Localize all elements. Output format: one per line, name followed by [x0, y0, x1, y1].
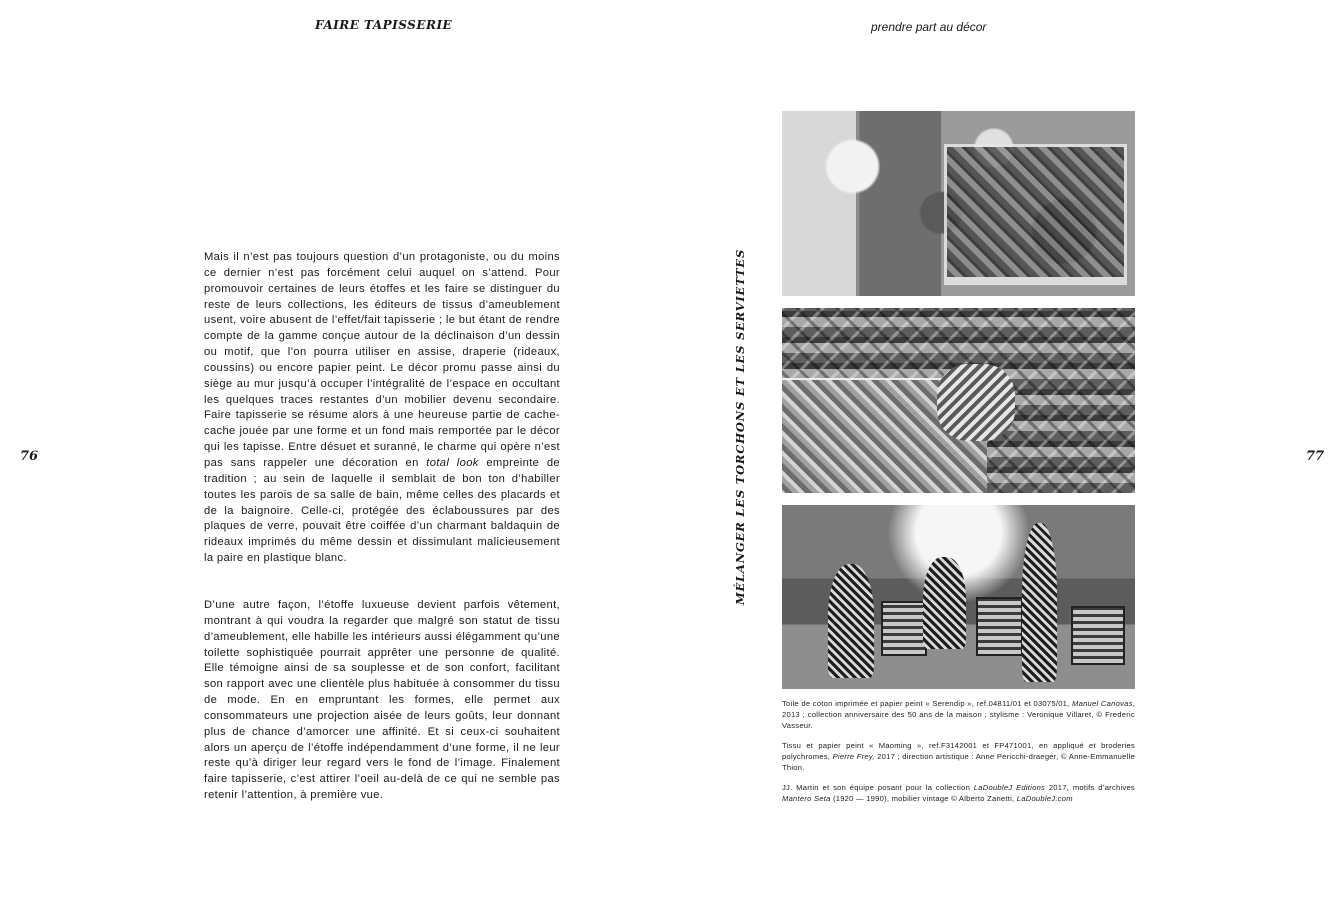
- caption-italic: LaDoubleJ Editions: [973, 783, 1046, 792]
- photo-chair-shape: [1071, 606, 1124, 665]
- caption-text: JJ. Martin et son équipe posant pour la collection: [782, 783, 974, 792]
- caption-italic: Mantero Seta: [782, 794, 831, 803]
- photo-ladoublej: [782, 505, 1135, 689]
- photo-bench-shape: [944, 144, 1127, 285]
- caption-italic: LaDoubleJ.com: [1016, 794, 1073, 803]
- caption-1: [782, 698, 1135, 731]
- photo-serendip: [782, 111, 1135, 296]
- caption-3: [782, 782, 1135, 804]
- photo-figure-shape: [1022, 523, 1057, 681]
- caption-text: 2013 ; collection anniversaire des 50 ans de la maison ; stylisme : Veronique Villaret, © Frederic Vasseur.: [782, 710, 1135, 730]
- caption-text: Tissu et papier peint « Maoming », ref.F3142001 et FP471001, en appliqué et broderies polychromes,: [782, 741, 1135, 761]
- photo-cushion-shape: [937, 364, 1015, 442]
- paragraph-text: Mais il n’est pas toujours question d’un protagoniste, ou du moins ce dernier n’est pas forcément celui auquel on s’attend. Pour promouvoir certaines de leurs étoffes et les faire se distinguer du reste de leurs collections, les éditeurs de tissus d’ameublement usent, voire abusent de l’effet/fait tapisserie ; le but étant de rendre compte de la gamme conçue autour de la déclinaison d’un dessin ou motif, que l’on pourra utiliser en assise, draperie (rideaux, coussins) ou encore papier peint. Le décor promu passe ainsi du siège au mur jusqu’à occuper l’intégralité de l’espace en occultant les quelques traces restantes d’un mobilier devenu secondaire. Faire tapisserie se résume alors à une heureuse partie de cache-cache jouée par une forme et un fond mais remportée par le décor qui les tapisse. Entre désuet et suranné, le charme qui opère n’est pas sans rappeler une décoration en: [204, 251, 560, 469]
- body-paragraph-2: D’une autre façon, l’étoffe luxueuse devient parfois vêtement, montrant à qui voudra la regarder que malgré son statut de tissu d’ameublement, elle habille les intérieurs aussi élégamment qu’une toilette sophistiquée pourrait apprêter une personne de qualité. Elle témoigne ainsi de sa souplesse et de son confort, facilitant son rapport avec une clientèle plus habituée à consommer du tissu de mode. En en empruntant les formes, elle permet aux consommateurs une projection aisée de leurs goûts, leur donnant plus de chance d’amorcer une affinité. Et si ceux-ci souhaitent alors un aperçu de l’étoffe indépendamment d’une forme, il ne leur reste qu’à diriger leur regard vers le fond de l’image. Finalement faire tapisserie, c’est attirer l’oeil au-delà de ce qui ne semble pas retenir l’attention, à première vue.: [204, 599, 560, 802]
- vertical-section-title: MÉLANGER LES TORCHONS ET LES SERVIETTES: [733, 248, 747, 605]
- caption-text: Toile de coton imprimée et papier peint « Serendip », ref.04811/01 et 03075/01,: [782, 699, 1073, 708]
- caption-2: [782, 740, 1135, 773]
- running-head-left: FAIRE TAPISSERIE: [315, 18, 453, 32]
- page-number-left: 76: [20, 449, 39, 464]
- caption-text: 2017, motifs d’archives: [1045, 783, 1135, 792]
- paragraph-text: empreinte de tradition ; au sein de laquelle il semblait de bon ton d’habiller toutes les parois de sa salle de bain, même celles des placards et de la baignoire. Celle-ci, protégée des éclaboussures par des plaques de verre, pouvait être coiffée d’un charmant baldaquin de rideaux imprimés du même dessin et dissimulant malicieusement la paire en plastique blanc.: [204, 456, 560, 565]
- body-paragraph-1: [204, 250, 560, 567]
- photo-chair-shape: [976, 597, 1022, 656]
- right-page: [670, 0, 1340, 911]
- page-number-right: 77: [1306, 449, 1325, 464]
- caption-italic: Pierre Frey,: [832, 752, 875, 761]
- caption-italic: Manuel Canovas,: [1072, 699, 1135, 708]
- running-head-right: prendre part au décor: [871, 20, 987, 34]
- photo-figure-shape: [828, 564, 874, 678]
- photo-chair-shape: [881, 601, 927, 657]
- caption-text: 2017 ; direction artistique : Anne Pericchi-draeger, © Anne-Emmanuelle Thion.: [782, 752, 1135, 772]
- photo-maoming: [782, 308, 1135, 493]
- photo-figure-shape: [923, 557, 965, 649]
- caption-text: (1920 — 1990), mobilier vintage © Alberto Zanetti,: [830, 794, 1017, 803]
- italic-term: total look: [426, 456, 479, 469]
